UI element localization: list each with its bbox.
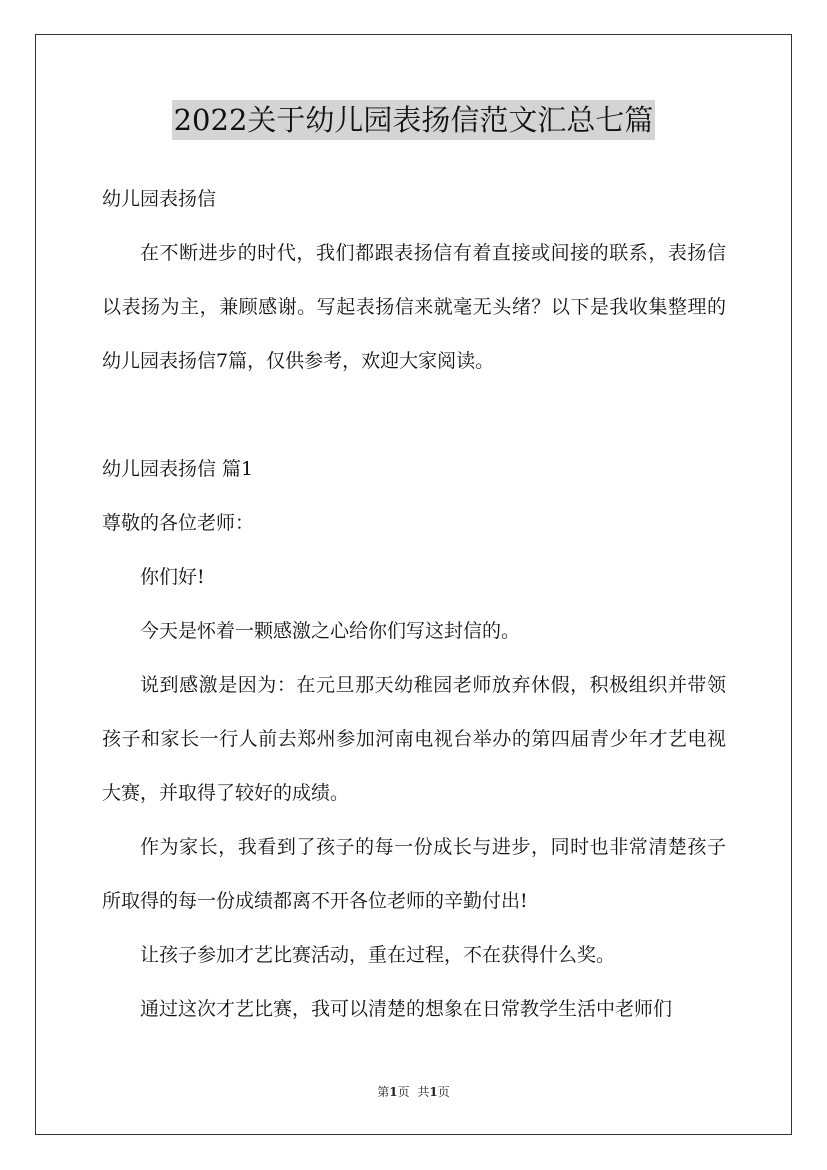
document-title: 2022关于幼儿园表扬信范文汇总七篇 bbox=[172, 100, 656, 140]
page-unit: 页 bbox=[397, 1085, 410, 1099]
body-paragraph: 通过这次才艺比赛，我可以清楚的想象在日常教学生活中老师们 bbox=[140, 998, 673, 1020]
total-prefix: 共 bbox=[417, 1085, 430, 1099]
body-paragraph: 作为家长，我看到了孩子的每一份成长与进步，同时也非常清楚孩子所取得的每一份成绩都离不开各位老师的辛勤付出! bbox=[102, 836, 726, 912]
intro-paragraph: 在不断进步的时代，我们都跟表扬信有着直接或间接的联系，表扬信以表扬为主，兼顾感谢。写起表扬信来就毫无头绪？以下是我收集整理的幼儿园表扬信7篇，仅供参考，欢迎大家阅读。 bbox=[102, 242, 726, 372]
title-wrap bbox=[0, 100, 827, 140]
page-prefix: 第 bbox=[377, 1085, 390, 1099]
total-unit: 页 bbox=[437, 1085, 450, 1099]
section-title: 幼儿园表扬信 篇1 bbox=[102, 458, 254, 480]
current-page-number: 1 bbox=[389, 1085, 398, 1099]
document-heading: 幼儿园表扬信 bbox=[102, 188, 217, 210]
body-paragraph: 说到感激是因为：在元旦那天幼稚园老师放弃休假，积极组织并带领孩子和家长一行人前去郑州参加河南电视台举办的第四届青少年才艺电视大赛，并取得了较好的成绩。 bbox=[102, 674, 726, 804]
body-paragraph: 今天是怀着一颗感激之心给你们写这封信的。 bbox=[140, 620, 521, 642]
total-page-number: 1 bbox=[429, 1085, 438, 1099]
body-paragraph: 你们好! bbox=[140, 566, 205, 588]
body-paragraph: 让孩子参加才艺比赛活动，重在过程，不在获得什么奖。 bbox=[140, 944, 616, 966]
document-body bbox=[102, 172, 726, 1036]
section-spacer bbox=[102, 388, 726, 442]
salutation: 尊敬的各位老师： bbox=[102, 512, 255, 534]
page-footer bbox=[0, 1084, 827, 1100]
